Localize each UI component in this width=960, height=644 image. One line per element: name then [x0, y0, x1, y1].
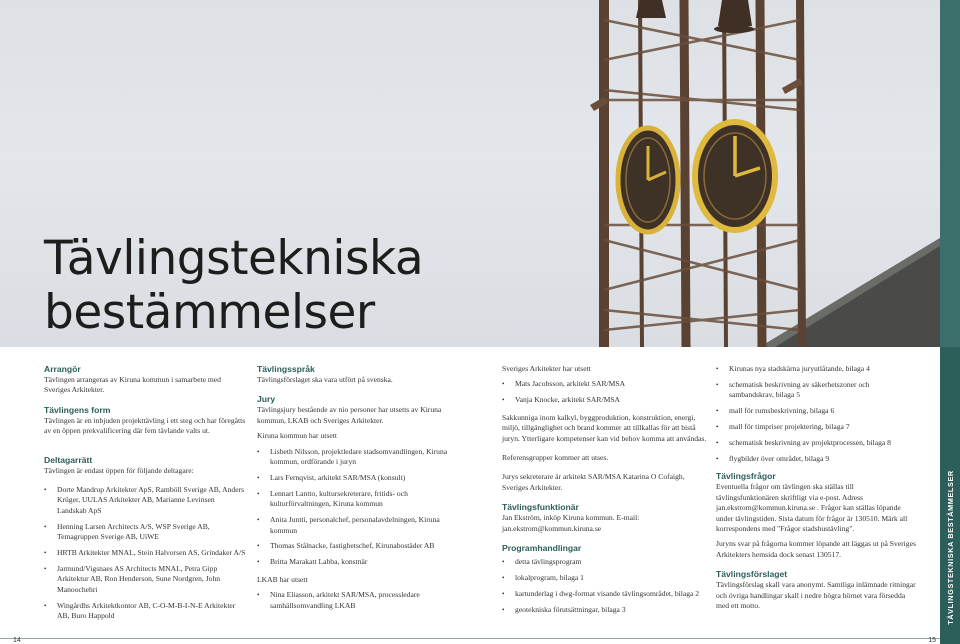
page-title-line1: Tävlingstekniska	[44, 231, 424, 286]
participant-list	[44, 485, 246, 621]
page-number-left: 14	[13, 637, 21, 644]
text-deltagarratt: Tävlingen är endast öppen för följande deltagare:	[44, 465, 194, 475]
heading-arrangor: Arrangör	[44, 364, 81, 374]
list-item: • Wingårdhs Arkitektkontor AB, C-O-M-B-I-N-E Arkitekter AB, Buro Happold	[44, 600, 236, 621]
text-tavlingsforslaget: Tävlingsförslag skall vara anonymt. Samtliga inlämnade ritningar och övriga handlingar skall i nedre högra hörnet vara försedda med ett motto.	[716, 580, 916, 610]
text-lkab-utsett: LKAB har utsett	[257, 574, 308, 584]
text-sakkunniga: Sakkunniga inom kalkyl, byggproduktion, konstruktion, energi, miljö, tillgänglighet och brand kommer att tillkallas för att bistå juryn. Ytterligare kompetenser kan vid behov komma att användas.	[502, 412, 707, 443]
list-item: • mall för rumsbeskrivning, bilaga 6	[716, 406, 835, 416]
list-item: • Dorte Mandrup Arkitekter ApS, Ramböll Sverige AB, Anders Krüger, UULAS Arkitekter AB, Marianne Levinsen Landskab ApS	[44, 485, 245, 515]
bullet-icon: •	[257, 516, 260, 525]
bullet-icon: •	[44, 522, 47, 531]
bullet-icon: •	[44, 549, 47, 558]
bullet-icon: •	[716, 407, 719, 416]
bullet-icon: •	[257, 473, 260, 482]
heading-tavlingsfunktionar: Tävlingsfunktionär	[502, 502, 579, 513]
text-arrangor: Tävlingen arrangeras av Kiruna kommun i samarbete med Sveriges Arkitekter.	[44, 375, 221, 395]
list-item: • schematisk beskrivning av projektprocessen, bilaga 8	[716, 438, 891, 448]
list-item: • geotekniska förutsättningar, bilaga 3	[502, 604, 626, 614]
heading-tavlingsfragor: Tävlingsfrågor	[716, 471, 776, 482]
list-item: • Lennart Lantto, kultursekreterare, fritids- och kulturförvaltningen, Kiruna kommun	[257, 488, 408, 509]
list-item: • Kirunas nya stadskärna juryutlåtande, bilaga 4	[716, 364, 870, 373]
bullet-icon: •	[716, 454, 719, 463]
list-item: • Nina Eliasson, arkitekt SAR/MSA, processledare samhällsomvandling LKAB	[257, 590, 420, 610]
bullet-icon: •	[257, 447, 260, 456]
page-title-line2: bestämmelser	[44, 285, 375, 340]
text-sekreterare: Jurys sekreterare är arkitekt SAR/MSA Katarina O Cofaigh, Sveriges Arkitekter.	[502, 472, 685, 492]
bullet-icon: •	[257, 591, 260, 600]
bullet-icon: •	[257, 542, 260, 551]
bullet-icon: •	[716, 439, 719, 448]
page-title	[44, 232, 564, 340]
bullet-icon: •	[502, 573, 505, 582]
bullet-icon: •	[502, 396, 505, 405]
bullet-icon: •	[502, 589, 505, 598]
bullet-icon: •	[716, 365, 719, 373]
side-tab-bar-top	[940, 0, 960, 347]
jury-sa-list	[502, 379, 710, 405]
heading-deltagarratt: Deltagarrätt	[44, 454, 93, 465]
text-sa-utsett: Sveriges Arkitekter har utsett	[502, 364, 591, 373]
list-item: • detta tävlingsprogram	[502, 556, 582, 566]
jury-lkab-list	[257, 590, 467, 611]
heading-tavlingsforslaget: Tävlingsförslaget	[716, 569, 788, 580]
list-item: • mall för timpriser projektering, bilaga 7	[716, 422, 850, 432]
list-item: • flygbilder över området, bilaga 9	[716, 453, 830, 463]
bullet-icon: •	[44, 564, 47, 573]
heading-jury: Jury	[257, 394, 276, 405]
heading-tavlingens-form: Tävlingens form	[44, 404, 111, 415]
list-item: • Thomas Stålnacke, fastighetschef, Kirunabostäder AB	[257, 541, 435, 551]
bullet-icon: •	[257, 489, 260, 498]
column-2	[257, 364, 467, 618]
column-1	[44, 364, 246, 629]
text-tavlingsfragor-2: Juryns svar på frågorna kommer löpande att läggas ut på Sveriges Arkitekters hemsida dock senast 130517.	[716, 539, 916, 559]
list-item: • Mats Jacobsson, arkitekt SAR/MSA	[502, 379, 626, 389]
text-kiruna-utsett: Kiruna kommun har utsett	[257, 431, 337, 441]
list-item: • Henning Larsen Architects A/S, WSP Sverige AB, Temagruppen Sverige AB, UiWE	[44, 521, 210, 542]
bullet-icon: •	[716, 423, 719, 432]
text-tavlingsfragor-1: Eventuella frågor om tävlingen ska ställas till tävlingsfunktionären skriftligt via e-post. Adress jan.ekstrom@kommun.kiruna.se . Frågor kan ställas löpande under tävlingstiden. Sista datum för frågor är 130510. Märk all korrespondens med "Frågor stadshustävling".	[716, 482, 908, 533]
list-item: • Jarmund/Vigsnaes AS Architects MNAL, Petra Gipp Arkitektur AB, Ron Henderson, Sune Nordgren, John Manoochehri	[44, 563, 221, 594]
bullet-icon: •	[502, 605, 505, 614]
column-3	[502, 364, 710, 622]
bullet-icon: •	[502, 557, 505, 566]
text-tavlingsfunktionar: Jan Ekström, inköp Kiruna kommun. E-mail: jan.ekstrom@kommun.kiruna.se	[502, 513, 640, 533]
bullet-icon: •	[44, 601, 47, 610]
programhandlingar-list	[502, 557, 710, 615]
bullet-icon: •	[502, 380, 505, 389]
list-item: • Lars Fernqvist, arkitekt SAR/MSA (konsult)	[257, 472, 406, 482]
bilagor-list	[716, 364, 916, 464]
list-item: • schematisk beskrivning av säkerhetszoner och sambandskrav, bilaga 5	[716, 379, 870, 400]
text-tavlingens-form: Tävlingen är en inbjuden projekttävling i ett steg och har föregåtts av en öppen prekvalificering där fem tävlande valts ut.	[44, 415, 246, 436]
bullet-icon: •	[716, 380, 719, 389]
text-jury: Tävlingsjury bestående av nio personer har utsetts av Kiruna kommun, LKAB och Sveriges Arkitekter.	[257, 405, 442, 425]
bullet-icon: •	[44, 486, 47, 495]
text-referensgrupper: Referensgrupper kommer att utses.	[502, 452, 609, 462]
text-tavlingssprak: Tävlingsförslaget ska vara utfört på svenska.	[257, 375, 393, 384]
footer-rule	[0, 638, 940, 639]
page-number-right: 15	[928, 637, 936, 644]
list-item: • Anita Juntti, personalchef, personalavdelningen, Kiruna kommun	[257, 515, 440, 535]
side-tab-label: TÄVLINGSTEKNISKA BESTÄMMELSER	[945, 469, 955, 625]
bullet-icon: •	[257, 558, 260, 567]
list-item: • HRTB Arkitekter MNAL, Stein Halvorsen AS, Grindaker A/S	[44, 548, 246, 558]
list-item: • Britta Marakatt Labba, konstnär	[257, 557, 368, 567]
list-item: • lokalprogram, bilaga 1	[502, 572, 584, 582]
heading-tavlingssprak: Tävlingsspråk	[257, 364, 315, 374]
list-item: • kartunderlag i dwg-format visande tävlingsområdet, bilaga 2	[502, 588, 700, 598]
list-item: • Vanja Knocke, arkitekt SAR/MSA	[502, 395, 621, 405]
list-item: • Lisbeth Nilsson, projektledare stadsomvandlingen, Kiruna kommun, ordförande i juryn	[257, 446, 448, 467]
jury-kiruna-list	[257, 447, 467, 568]
heading-programhandlingar: Programhandlingar	[502, 542, 582, 553]
column-4	[716, 364, 916, 620]
